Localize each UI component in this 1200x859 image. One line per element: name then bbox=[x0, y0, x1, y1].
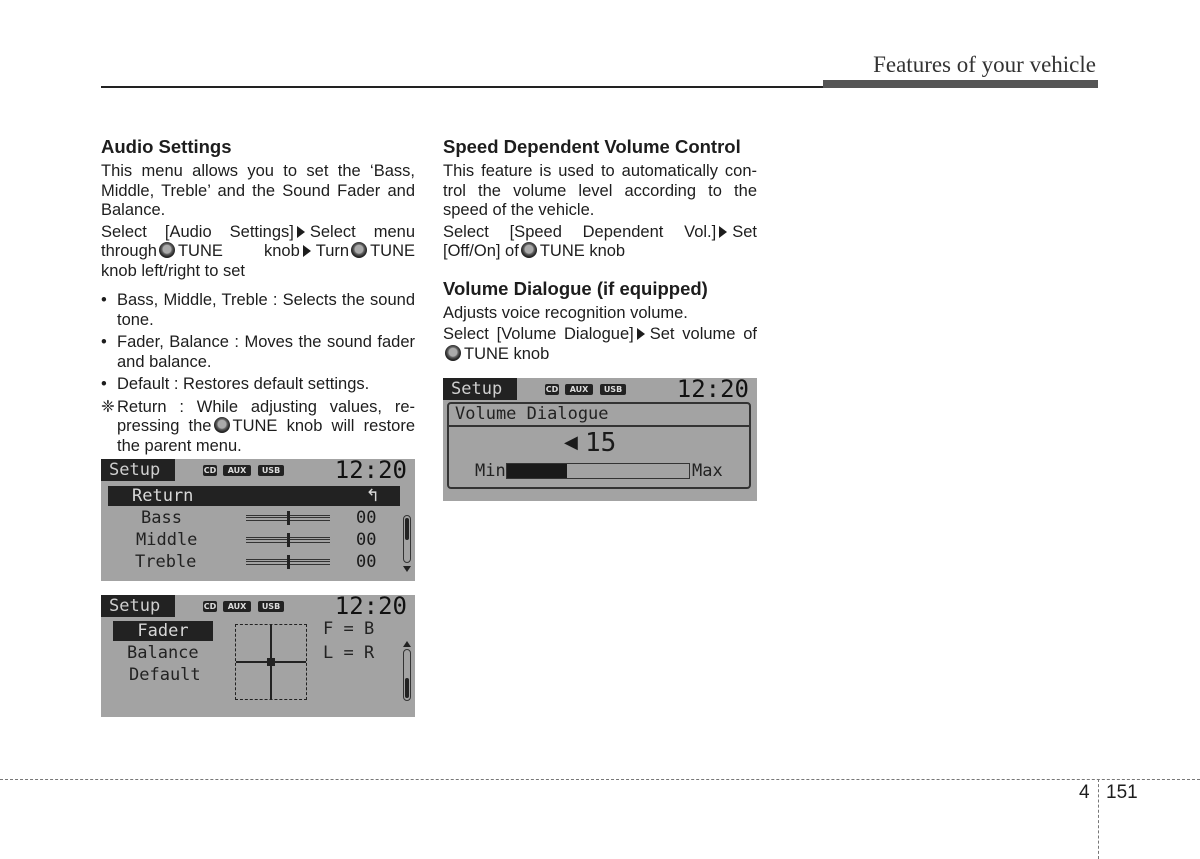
bass-value: 00 bbox=[356, 508, 377, 528]
volume-dialogue-screen bbox=[443, 378, 757, 501]
fader-item: Fader bbox=[113, 621, 213, 641]
return-arrow-icon: ↰ bbox=[365, 486, 380, 506]
min-label: Min bbox=[475, 461, 506, 481]
bass-label: Bass bbox=[141, 508, 182, 528]
scrollbar-thumb bbox=[405, 518, 409, 540]
audio-settings-bullets bbox=[101, 291, 415, 456]
title-divider bbox=[449, 425, 749, 427]
volume-dialogue-heading: Volume Dialogue (if equipped) bbox=[443, 277, 708, 299]
volume-title: Volume Dialogue bbox=[455, 404, 609, 424]
cd-badge: CD bbox=[203, 466, 217, 475]
bullet-item bbox=[101, 375, 415, 395]
bullet-marker: • bbox=[101, 375, 107, 393]
volume-value: 15 bbox=[585, 428, 617, 458]
treble-slider bbox=[246, 559, 330, 565]
tune-knob-icon bbox=[351, 242, 367, 258]
clock: 12:20 bbox=[676, 378, 749, 403]
note-item bbox=[101, 398, 415, 457]
fader-value: F = B bbox=[323, 619, 375, 639]
audio-settings-intro: This menu allows you to set the ‘Bass, Middle, Treble’ and the Sound Fader and Balance. bbox=[101, 162, 415, 219]
return-row bbox=[108, 486, 400, 506]
middle-slider bbox=[246, 537, 330, 543]
page-header-title: Features of your vehicle bbox=[873, 52, 1096, 77]
speed-volume-section bbox=[443, 136, 757, 366]
bullet-text: Default : Restores default settings. bbox=[117, 375, 370, 393]
scrollbar bbox=[403, 649, 411, 701]
lcd-status-bar bbox=[101, 459, 415, 484]
volume-bar bbox=[506, 463, 690, 479]
fader-balance-grid bbox=[235, 624, 307, 700]
slider-thumb bbox=[287, 511, 290, 525]
cd-badge: CD bbox=[203, 602, 217, 611]
instr-text: Turn bbox=[315, 242, 350, 260]
arrow-right-icon bbox=[719, 226, 727, 238]
scrollbar bbox=[403, 515, 411, 563]
speaker-icon: ◀ bbox=[564, 432, 578, 453]
aux-badge: AUX bbox=[223, 465, 251, 476]
chapter-number: 4 bbox=[1079, 782, 1090, 803]
slider-thumb bbox=[287, 555, 290, 569]
position-marker bbox=[267, 658, 275, 666]
speed-volume-intro bbox=[443, 162, 757, 221]
scrollbar-thumb bbox=[405, 678, 409, 698]
note-text: Return : While adjusting values, re-pressing the bbox=[117, 397, 415, 435]
instr-text: Select [Speed Dependent Vol.] bbox=[443, 222, 717, 241]
scroll-up-icon bbox=[403, 641, 411, 647]
bullet-marker: • bbox=[101, 333, 107, 351]
max-label: Max bbox=[692, 461, 723, 481]
treble-value: 00 bbox=[356, 552, 377, 572]
audio-settings-section bbox=[101, 136, 415, 459]
audio-settings-heading: Audio Settings bbox=[101, 136, 232, 157]
note-text: TUNE knob will restore the parent menu. bbox=[117, 417, 416, 455]
instr-text: Select [Audio Settings] bbox=[101, 222, 294, 241]
footer-vertical-divider bbox=[1098, 779, 1099, 859]
middle-label: Middle bbox=[136, 530, 198, 550]
return-label: Return bbox=[132, 486, 194, 506]
bullet-item bbox=[101, 291, 415, 330]
bullet-marker: • bbox=[101, 291, 107, 309]
setup-tab: Setup bbox=[101, 459, 175, 481]
arrow-right-icon bbox=[303, 245, 311, 257]
setup-tab: Setup bbox=[443, 378, 517, 400]
volume-dialogue-intro: Adjusts voice recognition volume. bbox=[443, 303, 688, 322]
tone-settings-screen bbox=[101, 459, 415, 581]
instr-text: Select menu through bbox=[101, 222, 415, 260]
instr-text: Set volume of bbox=[649, 325, 757, 343]
fader-balance-screen bbox=[101, 595, 415, 717]
intro-line-1: This feature is used to automatically con- bbox=[443, 162, 757, 180]
aux-badge: AUX bbox=[223, 601, 251, 612]
default-item: Default bbox=[129, 665, 201, 685]
middle-value: 00 bbox=[356, 530, 377, 550]
scroll-down-icon bbox=[403, 566, 411, 572]
instr-text: Set [Off/On] of bbox=[443, 222, 757, 260]
header-bar bbox=[823, 80, 1098, 88]
lcd-status-bar bbox=[443, 378, 757, 403]
tune-knob-icon bbox=[521, 242, 537, 258]
usb-badge: USB bbox=[600, 384, 626, 395]
speed-volume-heading: Speed Dependent Volume Control bbox=[443, 136, 741, 157]
audio-settings-instructions bbox=[101, 223, 415, 282]
note-marker: ❈ bbox=[101, 397, 115, 416]
tune-knob-icon bbox=[445, 345, 461, 361]
volume-panel bbox=[447, 402, 751, 489]
arrow-right-icon bbox=[297, 226, 305, 238]
aux-badge: AUX bbox=[565, 384, 593, 395]
intro-line-2: trol the volume level according to the speed of the vehicle. bbox=[443, 181, 757, 219]
instr-text: TUNE knob bbox=[177, 242, 300, 260]
instr-text: Select [Volume Dialogue] bbox=[443, 325, 634, 343]
instr-text: TUNE knob bbox=[464, 344, 550, 363]
clock: 12:20 bbox=[334, 459, 407, 484]
balance-value: L = R bbox=[323, 643, 375, 663]
header-rule bbox=[101, 86, 823, 88]
treble-label: Treble bbox=[135, 552, 197, 572]
tune-knob-icon bbox=[159, 242, 175, 258]
volume-bar-fill bbox=[507, 464, 567, 478]
tune-knob-icon bbox=[214, 417, 230, 433]
bullet-text: Bass, Middle, Treble : Selects the sound tone. bbox=[117, 291, 415, 329]
usb-badge: USB bbox=[258, 601, 284, 612]
bullet-item bbox=[101, 333, 415, 372]
lcd-status-bar bbox=[101, 595, 415, 620]
cd-badge: CD bbox=[545, 385, 559, 394]
instr-text: TUNE knob bbox=[539, 242, 626, 260]
bullet-text: Fader, Balance : Moves the sound fader and balance. bbox=[117, 333, 415, 371]
balance-item: Balance bbox=[127, 643, 199, 663]
clock: 12:20 bbox=[334, 595, 407, 620]
arrow-right-icon bbox=[637, 328, 645, 340]
bass-slider bbox=[246, 515, 330, 521]
speed-volume-instructions bbox=[443, 223, 757, 262]
volume-dialogue-instructions bbox=[443, 325, 757, 364]
footer-divider bbox=[0, 779, 1200, 780]
setup-tab: Setup bbox=[101, 595, 175, 617]
usb-badge: USB bbox=[258, 465, 284, 476]
instr-text: TUNE knob left/right to set bbox=[101, 242, 415, 280]
page-number: 151 bbox=[1106, 782, 1138, 803]
slider-thumb bbox=[287, 533, 290, 547]
